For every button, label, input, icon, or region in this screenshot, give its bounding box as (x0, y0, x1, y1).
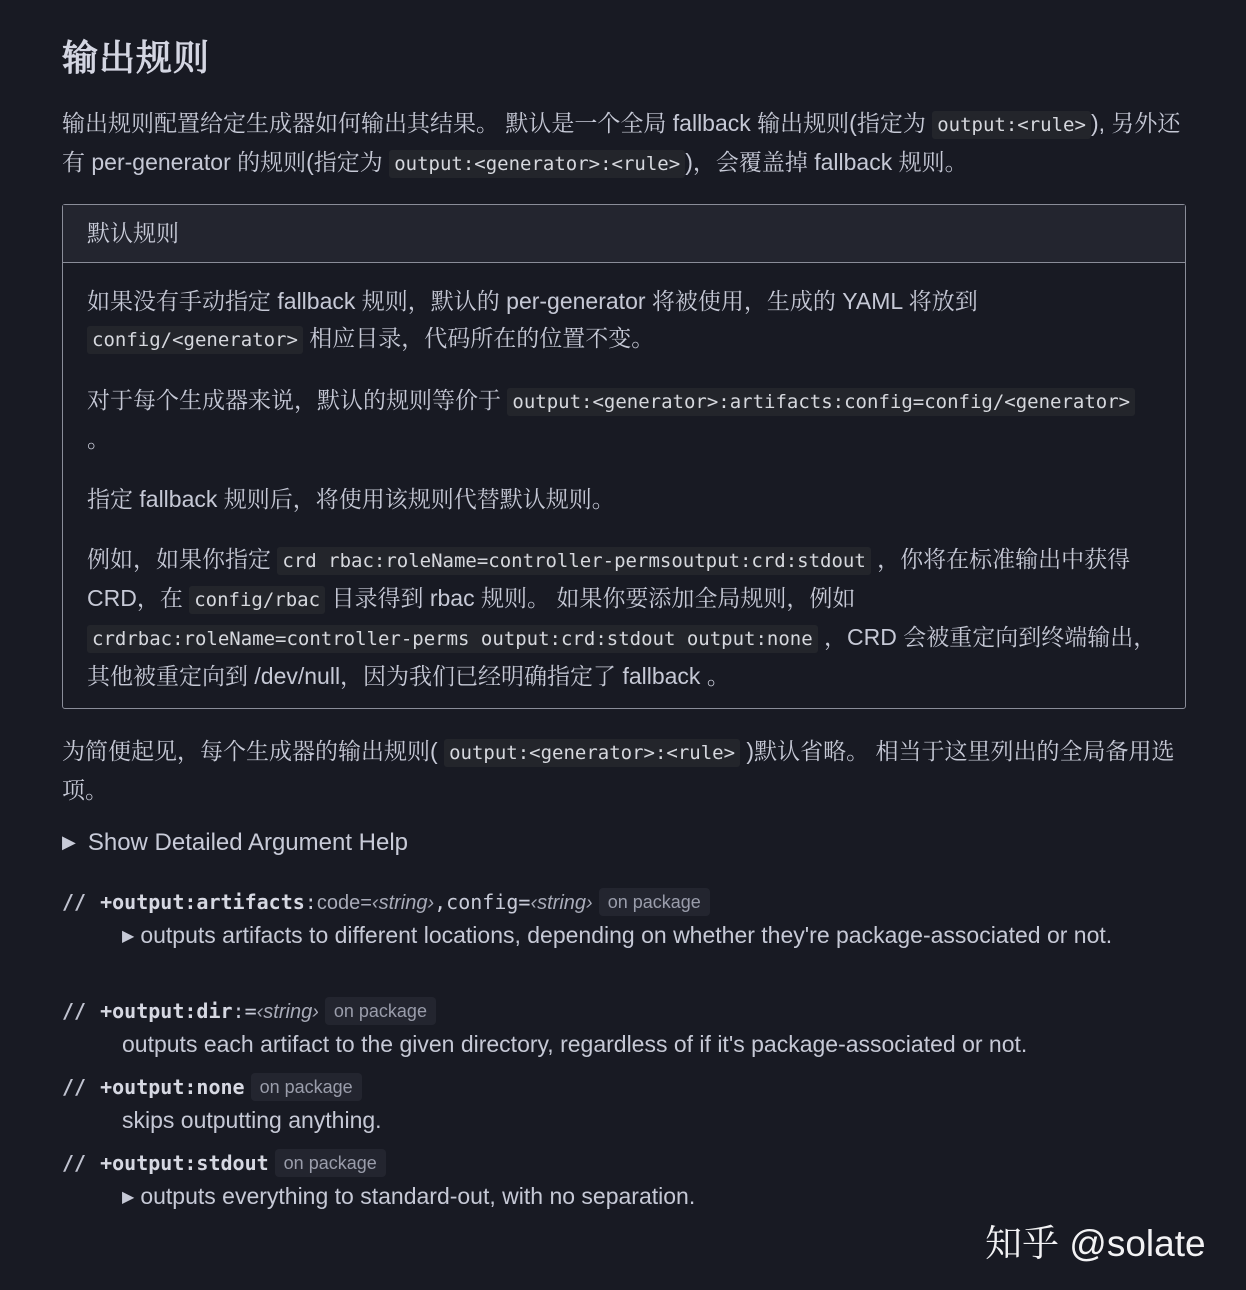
code-output-rule: output:<rule> (932, 111, 1091, 139)
text: 目录得到 rbac 规则。 如果你要添加全局规则，例如 (325, 585, 856, 611)
text: 相应目录，代码所在的位置不变。 (302, 325, 655, 351)
expand-triangle-icon: ▶ (122, 928, 135, 945)
details-toggle[interactable] (62, 829, 408, 857)
marker-separator: := (232, 999, 257, 1023)
text: outputs everything to standard-out, with no separation. (140, 1183, 696, 1209)
scope-badge: on package (251, 1073, 362, 1101)
scope-badge: on package (275, 1149, 386, 1177)
marker-name: +output:dir (100, 999, 233, 1023)
code-config-generator: config/<generator> (87, 326, 303, 354)
comment-prefix: // (62, 1075, 87, 1099)
omission-note (62, 733, 1186, 809)
code-output-generator-rule: output:<generator>:<rule> (389, 150, 685, 178)
comment-prefix: // (62, 999, 87, 1023)
text: 例如，如果你指定 (87, 546, 278, 572)
code-example-2: crdrbac:roleName=controller-perms output:crd:stdout output:none (87, 625, 818, 653)
default-rules-callout (62, 204, 1186, 709)
scope-badge: on package (325, 997, 436, 1025)
marker-name: +output:stdout (100, 1151, 269, 1175)
text: ，CRD 会被重定向到终端输出，其他被重定向到 /dev/null，因为我们已经明确指定了 fallback 。 (87, 624, 1157, 689)
marker-separator: : (304, 890, 317, 914)
marker-description: outputs each artifact to the given directory, regardless of if it's package-associated or not. (122, 1031, 1028, 1057)
intro-paragraph (62, 105, 1186, 183)
marker-name: +output:artifacts (100, 890, 305, 914)
callout-paragraph-4 (87, 541, 1161, 695)
marker-output-dir (62, 995, 1186, 1061)
code-example-1: crd rbac:roleName=controller-permsoutput:crd:stdout (277, 547, 870, 575)
arg-type: ‹string› (256, 1001, 319, 1023)
comment-prefix: // (62, 890, 87, 914)
text: 对于每个生成器来说，默认的规则等价于 (87, 387, 508, 413)
marker-description[interactable] (62, 919, 1186, 955)
code-default-equivalent: output:<generator>:artifacts:config=config/<generator> (507, 388, 1135, 416)
marker-description[interactable] (62, 1180, 1186, 1216)
code-config-rbac: config/rbac (189, 586, 325, 614)
scope-badge: on package (599, 888, 710, 916)
expand-triangle-icon: ▶ (122, 1189, 135, 1206)
arg-type: ‹string› (371, 892, 435, 914)
watermark: 知乎 @solate (985, 1223, 1206, 1264)
text: )，会覆盖掉 fallback 规则。 (685, 149, 968, 175)
page-title: 输出规则 (62, 37, 211, 78)
expand-triangle-icon: ▶ (62, 832, 76, 852)
code-output-generator-rule-2: output:<generator>:<rule> (444, 739, 740, 767)
callout-paragraph-1 (87, 283, 1161, 359)
marker-name: +output:none (100, 1075, 245, 1099)
marker-output-artifacts (62, 886, 1186, 955)
details-toggle-label: Show Detailed Argument Help (87, 829, 409, 856)
text: ，你将在标准输出中获得 CRD，在 (87, 546, 1131, 611)
marker-output-stdout (62, 1147, 1186, 1216)
text: outputs artifacts to different locations, depending on whether they're package-associated or not. (140, 922, 1113, 948)
callout-paragraph-3: 指定 fallback 规则后，将使用该规则代替默认规则。 (87, 486, 615, 512)
comment-prefix: // (62, 1151, 87, 1175)
marker-output-none (62, 1071, 1186, 1137)
arg-name: ,config= (434, 890, 531, 914)
callout-title: 默认规则 (63, 205, 1185, 263)
text: ), 另外还有 per-generator 的规则(指定为 (62, 110, 1181, 175)
text: 为简便起见，每个生成器的输出规则( (62, 738, 445, 764)
marker-description: skips outputting anything. (122, 1107, 382, 1133)
arg-type: ‹string› (530, 892, 593, 914)
callout-paragraph-2 (87, 382, 1161, 458)
text: 输出规则配置给定生成器如何输出其结果。 默认是一个全局 fallback 输出规则(指定为 (62, 110, 933, 136)
arg-name: code= (316, 892, 372, 914)
text: 如果没有手动指定 fallback 规则，默认的 per-generator 将被使用，生成的 YAML 将放到 (87, 288, 978, 314)
text: 。 (87, 426, 110, 452)
text: )默认省略。 相当于这里列出的全局备用选项。 (62, 738, 1175, 803)
